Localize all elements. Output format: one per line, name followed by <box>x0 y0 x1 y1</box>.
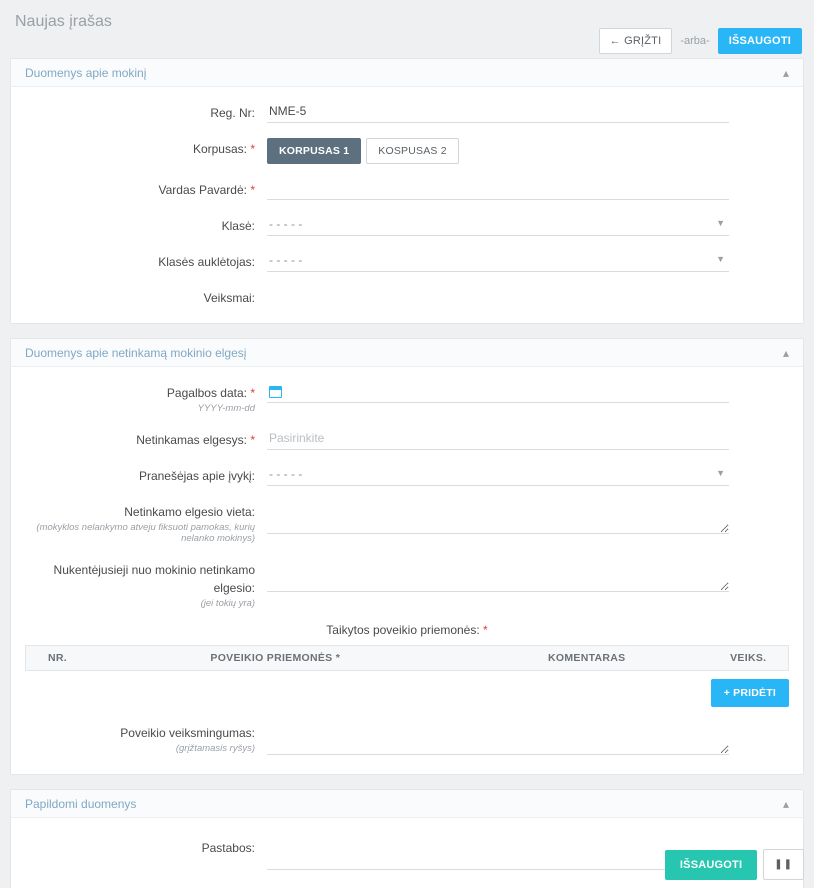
row-reporter <box>25 464 789 486</box>
klase-field-wrap <box>267 214 729 236</box>
row-korpusas <box>25 137 789 164</box>
effect-label-text: Poveikio veiksmingumas: <box>120 726 255 740</box>
klase-select[interactable] <box>267 214 729 236</box>
date-label-text: Pagalbos data: <box>166 386 247 400</box>
klase-label: Klasė: <box>221 219 255 233</box>
panel-student-body <box>11 87 803 323</box>
chevron-up-icon[interactable]: ▴ <box>782 796 789 811</box>
col-measures <box>86 646 466 671</box>
add-measure-button[interactable]: + PRIDĖTI <box>711 679 789 707</box>
name-input[interactable] <box>267 178 729 200</box>
chevron-up-icon[interactable]: ▴ <box>782 345 789 360</box>
effect-field-wrap <box>267 721 729 758</box>
name-field-wrap <box>267 178 729 200</box>
notes-label: Pastabos: <box>201 841 255 855</box>
behavior-required-mark: * <box>250 433 255 447</box>
klase-select-wrap[interactable] <box>267 214 729 236</box>
panel-behavior-body <box>11 367 803 774</box>
korpusas-required-mark: * <box>250 142 255 156</box>
top-bar <box>0 0 814 58</box>
calendar-icon[interactable] <box>269 386 282 398</box>
effect-label-sub: (grįžtamasis ryšys) <box>175 743 255 754</box>
reporter-select[interactable] <box>267 464 729 486</box>
col-actions: VEIKS. <box>709 646 789 671</box>
behavior-label <box>25 428 267 449</box>
measures-header-row <box>26 646 789 671</box>
panel-behavior-header[interactable] <box>11 339 803 367</box>
row-place <box>25 500 789 544</box>
victims-label <box>25 558 267 609</box>
chevron-up-icon[interactable]: ▴ <box>782 65 789 80</box>
top-actions <box>599 28 802 54</box>
panel-student-data <box>10 58 804 324</box>
place-label <box>25 500 267 544</box>
auklėtojas-label: Klasės auklėtojas: <box>158 255 255 269</box>
auklėtojas-field-wrap <box>267 250 729 272</box>
korpusas-label-text: Korpusas: <box>192 142 247 156</box>
victims-field-wrap <box>267 558 729 595</box>
auklėtojas-select[interactable] <box>267 250 729 272</box>
col-nr: NR. <box>26 646 86 671</box>
col-comment: KOMENTARAS <box>465 646 709 671</box>
notes-field-wrap <box>267 836 729 873</box>
place-label-sub: (mokyklos nelankymo atveju fiksuoti pamokas, kurių nelanko mokinys) <box>36 522 255 544</box>
korpusas-label <box>25 137 267 158</box>
date-field-wrap <box>267 381 729 403</box>
veiksmai-label: Veiksmai: <box>203 291 255 305</box>
save-button-bottom[interactable]: IŠSAUGOTI <box>665 850 757 880</box>
reg-nr-label: Reg. Nr: <box>210 106 255 120</box>
place-textarea[interactable] <box>267 500 729 534</box>
save-button-top[interactable]: IŠSAUGOTI <box>718 28 802 54</box>
reporter-select-wrap[interactable] <box>267 464 729 486</box>
name-required-mark: * <box>250 183 255 197</box>
behavior-input[interactable] <box>267 428 729 450</box>
name-label <box>25 178 267 199</box>
row-veiksmai <box>25 286 789 307</box>
or-separator-label: -arba- <box>680 35 710 47</box>
pause-icon: ❚❚ <box>774 859 793 870</box>
row-date <box>25 381 789 414</box>
behavior-label-text: Netinkamas elgesys: <box>136 433 247 447</box>
panel-behavior-data <box>10 338 804 775</box>
measures-caption-text: Taikytos poveikio priemonės: <box>326 623 480 637</box>
page-title: Naujas įrašas <box>15 13 112 30</box>
row-klase <box>25 214 789 236</box>
date-format-hint: YYYY-mm-dd <box>197 403 255 414</box>
col-measures-text: POVEIKIO PRIEMONĖS <box>210 652 333 664</box>
victims-label-text: Nukentėjusieji nuo mokinio netinkamo elgesio: <box>53 563 255 595</box>
panel-extra-title: Papildomi duomenys <box>25 796 137 811</box>
measures-table <box>25 645 789 671</box>
panel-extra-header[interactable] <box>11 790 803 818</box>
row-auklėtojas <box>25 250 789 272</box>
row-victims <box>25 558 789 609</box>
victims-textarea[interactable] <box>267 558 729 592</box>
measures-table-caption <box>25 623 789 637</box>
measures-table-head <box>26 646 789 671</box>
reg-nr-input[interactable] <box>267 101 729 123</box>
name-label-text: Vardas Pavardė: <box>158 183 247 197</box>
panel-behavior-title: Duomenys apie netinkamą mokinio elgesį <box>25 345 247 360</box>
auklėtojas-select-wrap[interactable] <box>267 250 729 272</box>
korpusas-field-wrap <box>267 137 729 164</box>
date-required-mark: * <box>250 386 255 400</box>
pause-button[interactable] <box>763 849 804 880</box>
chevron-down-icon: ▼ <box>716 218 725 228</box>
effect-label <box>25 721 267 754</box>
back-button[interactable]: ← GRĮŽTI <box>599 28 673 54</box>
place-label-text: Netinkamo elgesio vieta: <box>124 505 255 519</box>
chevron-down-icon: ▼ <box>716 254 725 264</box>
reporter-label: Pranešėjas apie įvykį: <box>138 469 255 483</box>
place-field-wrap <box>267 500 729 537</box>
row-effect <box>25 721 789 758</box>
col-measures-required: * <box>335 652 341 664</box>
row-name <box>25 178 789 200</box>
korpusas-option-2[interactable]: KOSPUSAS 2 <box>366 138 459 164</box>
row-reg-nr <box>25 101 789 123</box>
footer-actions <box>665 849 804 880</box>
korpusas-option-1[interactable]: KORPUSAS 1 <box>267 138 361 164</box>
add-measure-row <box>25 679 789 707</box>
date-label <box>25 381 267 414</box>
measures-caption-required: * <box>483 623 488 637</box>
effect-textarea[interactable] <box>267 721 729 755</box>
panel-student-title: Duomenys apie mokinį <box>25 65 147 80</box>
row-behavior <box>25 428 789 450</box>
notes-textarea[interactable] <box>267 836 729 870</box>
panel-student-header[interactable] <box>11 59 803 87</box>
victims-label-sub: (jei tokių yra) <box>200 598 255 609</box>
korpusas-toggle-group <box>267 137 729 164</box>
reg-nr-field-wrap <box>267 101 729 123</box>
reporter-field-wrap <box>267 464 729 486</box>
behavior-field-wrap <box>267 428 729 450</box>
date-input-row[interactable] <box>267 381 729 403</box>
chevron-down-icon: ▼ <box>716 468 725 478</box>
